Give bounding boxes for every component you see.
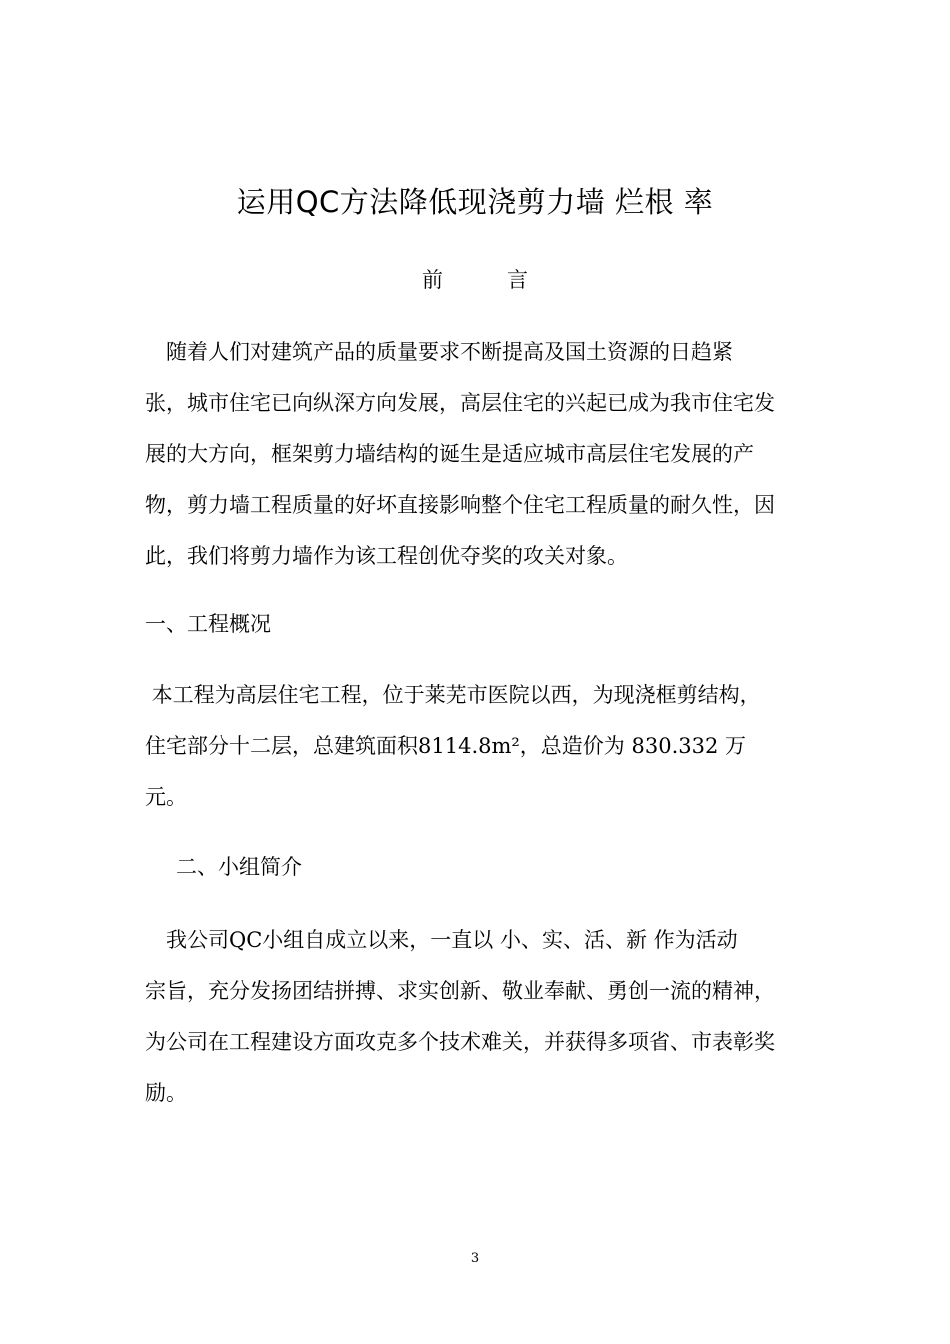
team-intro-paragraph <box>145 915 813 1119</box>
project-overview-line: 本工程为高层住宅工程，位于莱芜市医院以西，为现浇框剪结构， <box>145 683 761 707</box>
preface-line: 此，我们将剪力墙作为该工程创优夺奖的攻关对象。 <box>145 544 628 568</box>
project-overview-line: 元。 <box>145 785 187 809</box>
preface-paragraph <box>145 327 813 582</box>
team-intro-line: 宗旨，充分发扬团结拼搏、求实创新、敬业奉献、勇创一流的精神， <box>145 979 775 1003</box>
preface-line: 展的大方向，框架剪力墙结构的诞生是适应城市高层住宅发展的产 <box>145 442 754 466</box>
document-title: 运用QC方法降低现浇剪力墙 烂根 率 <box>236 185 714 219</box>
preface-line: 物，剪力墙工程质量的好坏直接影响整个住宅工程质量的耐久性，因 <box>145 493 775 517</box>
preface-heading: 前 言 <box>421 268 529 292</box>
preface-line: 随着人们对建筑产品的质量要求不断提高及国土资源的日趋紧 <box>145 340 733 364</box>
team-intro-line: 为公司在工程建设方面攻克多个技术难关，并获得多项省、市表彰奖 <box>145 1030 775 1054</box>
section-heading-project-overview: 一、工程概况 <box>145 612 271 636</box>
page-number: 3 <box>470 1251 480 1266</box>
project-overview-line: 住宅部分十二层，总建筑面积8114.8m²，总造价为 830.332 万 <box>145 734 747 758</box>
team-intro-line: 励。 <box>145 1081 187 1105</box>
preface-line: 张，城市住宅已向纵深方向发展，高层住宅的兴起已成为我市住宅发 <box>145 391 775 415</box>
team-intro-line: 我公司QC小组自成立以来，一直以 小、实、活、新 作为活动 <box>145 928 738 952</box>
project-overview-paragraph <box>145 670 813 823</box>
section-heading-team-intro: 二、小组简介 <box>176 855 302 879</box>
